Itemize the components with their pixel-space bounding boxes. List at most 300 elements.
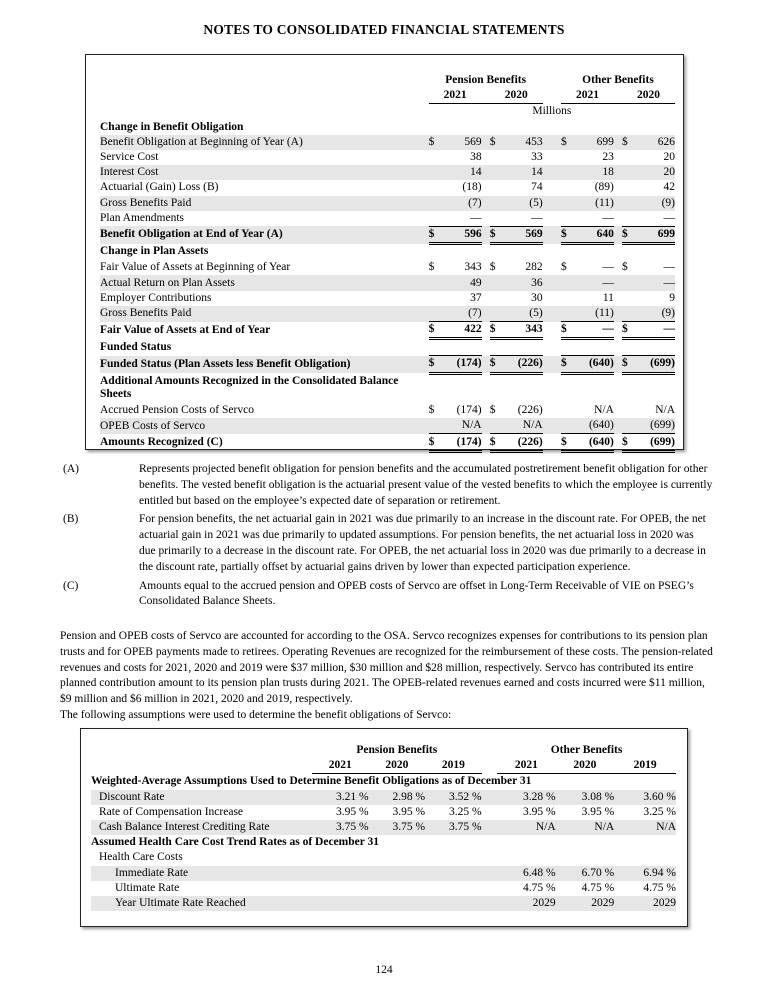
value-cell — [502, 373, 543, 403]
spacer — [614, 403, 622, 418]
row-label: Gross Benefits Paid — [100, 196, 419, 211]
value-cell: 3.25 % — [643, 805, 676, 818]
dollar-sign — [622, 403, 634, 418]
value-cell: 640 — [573, 226, 614, 243]
value-cell: 3.95 % — [392, 805, 426, 818]
spacer — [543, 135, 561, 150]
dollar-sign — [490, 275, 502, 290]
dollar-sign — [622, 339, 634, 356]
value-cell — [497, 850, 556, 865]
dollar-sign — [561, 373, 573, 403]
spacer — [482, 790, 497, 805]
spacer — [482, 418, 490, 434]
dollar-sign: $ — [428, 404, 435, 417]
dollar-sign — [429, 373, 441, 403]
dollar-sign — [622, 120, 634, 135]
dollar-sign — [429, 339, 441, 356]
value-cell — [312, 896, 369, 911]
dollar-sign — [490, 306, 502, 322]
dollar-sign — [561, 275, 573, 290]
table-row — [91, 774, 676, 790]
spacer — [419, 418, 429, 434]
dollar-sign — [429, 418, 441, 434]
value-cell — [556, 850, 615, 865]
spacer — [482, 196, 490, 211]
value-cell: 9 — [669, 291, 675, 304]
value-cell — [425, 850, 482, 865]
value-cell: N/A — [502, 418, 543, 434]
value-cell: N/A — [594, 404, 614, 417]
table-row — [100, 275, 675, 290]
value-cell: — — [634, 275, 675, 290]
spacer — [614, 339, 622, 356]
dollar-sign: $ — [490, 135, 502, 150]
spacer — [543, 211, 561, 227]
dollar-sign — [490, 373, 502, 403]
dollar-sign — [561, 196, 573, 211]
year-header: 2020 — [369, 758, 426, 774]
value-cell: 18 — [573, 165, 614, 180]
row-label: Discount Rate — [91, 790, 312, 805]
unit-label: Millions — [532, 105, 572, 118]
footnote-text: Represents projected benefit obligation for pension benefits and the accumulated postretirement benefit obligation for other benefits. The vested benefit obligation is the actuarial present value of the vested benefits to which the employee is currently entitled but based on the employee’s expected date of separation or retirement. — [139, 463, 713, 507]
table-row — [91, 896, 676, 911]
table-row — [100, 306, 675, 322]
spacer — [419, 403, 429, 418]
value-cell: 3.25 % — [449, 805, 482, 818]
dollar-sign: $ — [490, 434, 502, 451]
dollar-sign: $ — [490, 356, 502, 373]
dollar-sign — [622, 211, 634, 227]
other-benefits-header: Other Benefits — [582, 74, 654, 87]
table-row — [100, 434, 675, 451]
row-label: Year Ultimate Rate Reached — [91, 896, 312, 911]
spacer — [543, 196, 561, 211]
row-label: Gross Benefits Paid — [100, 306, 419, 322]
value-cell: 569 — [502, 226, 543, 243]
value-cell — [573, 373, 614, 403]
value-cell: 49 — [441, 275, 482, 290]
spacer — [543, 322, 561, 339]
value-cell: (174) — [441, 356, 482, 373]
pension-benefits-header: Pension Benefits — [445, 74, 527, 87]
spacer — [419, 434, 429, 451]
spacer — [419, 226, 429, 243]
row-label: Health Care Costs — [99, 851, 183, 864]
value-cell: 6.94 % — [614, 866, 676, 881]
value-cell: 2029 — [497, 896, 556, 911]
value-cell — [425, 881, 482, 896]
row-label: Cash Balance Interest Crediting Rate — [91, 820, 312, 835]
value-cell: 20 — [634, 165, 675, 180]
value-cell: N/A — [614, 820, 676, 835]
value-cell: — — [573, 322, 614, 339]
spacer — [419, 275, 429, 290]
value-cell: 4.75 % — [581, 881, 615, 894]
dollar-sign — [561, 244, 573, 261]
value-cell: 569 — [441, 135, 482, 150]
row-label: Service Cost — [100, 151, 159, 164]
spacer — [543, 260, 561, 275]
dollar-sign: $ — [490, 322, 502, 339]
year-header: 2021 — [429, 88, 482, 104]
spacer — [614, 306, 622, 322]
dollar-sign: $ — [622, 135, 634, 150]
dollar-sign: $ — [428, 261, 435, 274]
row-label: Funded Status — [100, 340, 172, 353]
spacer — [419, 150, 429, 165]
value-cell: 37 — [470, 291, 482, 304]
table-row — [100, 403, 675, 418]
dollar-sign: $ — [622, 434, 634, 451]
footnote-text: Amounts equal to the accrued pension and OPEB costs of Servco are offset in Long-Term Receivable of VIE on PSEG’s Consolidated Balance Sheets. — [139, 579, 694, 608]
value-cell: 3.75 % — [425, 820, 482, 835]
value-cell — [369, 850, 426, 865]
value-cell: — — [634, 322, 675, 339]
value-cell — [441, 339, 482, 356]
value-cell: (174) — [456, 404, 482, 417]
spacer — [614, 356, 622, 373]
value-cell: 3.95 % — [581, 805, 615, 818]
spacer — [482, 180, 490, 195]
lead-in-text: The following assumptions were used to determine the benefit obligations of Servco: — [60, 708, 452, 721]
row-label: Weighted-Average Assumptions Used to Determine Benefit Obligations as of December 31 — [91, 775, 532, 788]
spacer — [419, 180, 429, 195]
value-cell: (11) — [573, 196, 614, 211]
value-cell — [425, 866, 482, 881]
spacer — [614, 150, 622, 165]
value-cell: (699) — [634, 434, 675, 451]
dollar-sign: $ — [560, 261, 567, 274]
dollar-sign — [429, 244, 441, 261]
value-cell — [573, 120, 614, 135]
dollar-sign — [429, 165, 441, 180]
table-row — [100, 226, 675, 243]
benefit-obligation-table-box — [85, 54, 684, 450]
spacer — [482, 120, 490, 135]
spacer — [482, 165, 490, 180]
spacer — [482, 322, 490, 339]
dollar-sign — [622, 306, 634, 322]
dollar-sign: $ — [622, 322, 634, 339]
dollar-sign — [490, 150, 502, 165]
spacer — [543, 226, 561, 243]
spacer — [482, 306, 490, 322]
value-cell: 343 — [464, 261, 482, 274]
value-cell — [312, 881, 369, 896]
value-cell: — — [573, 275, 614, 290]
value-cell: — — [602, 261, 614, 274]
value-cell: — — [663, 261, 675, 274]
dollar-sign — [561, 180, 573, 195]
table-row — [100, 244, 675, 261]
spacer — [614, 322, 622, 339]
year-header: 2021 — [561, 88, 614, 104]
spacer — [543, 373, 561, 403]
footnote-label: (B) — [63, 513, 79, 526]
value-cell: (5) — [502, 306, 543, 322]
spacer — [614, 120, 622, 135]
spacer — [419, 165, 429, 180]
value-cell: 38 — [470, 151, 482, 164]
dollar-sign — [490, 211, 502, 227]
spacer — [482, 135, 490, 150]
value-cell: 20 — [663, 151, 675, 164]
row-label: Actuarial (Gain) Loss (B) — [100, 181, 219, 194]
dollar-sign: $ — [561, 226, 573, 243]
value-cell: 343 — [502, 322, 543, 339]
value-cell: — — [531, 211, 543, 224]
spacer — [614, 373, 622, 403]
year-header: 2021 — [312, 758, 369, 774]
year-header: 2021 — [497, 758, 556, 774]
spacer — [543, 244, 561, 261]
dollar-sign — [622, 196, 634, 211]
dollar-sign — [622, 373, 634, 403]
spacer — [482, 866, 497, 881]
spacer — [482, 850, 497, 865]
dollar-sign: $ — [561, 356, 573, 373]
table-row — [100, 135, 675, 150]
value-cell — [441, 120, 482, 135]
pension-benefits-header: Pension Benefits — [356, 744, 438, 757]
spacer — [419, 373, 429, 403]
spacer — [614, 180, 622, 195]
table-row — [100, 165, 675, 180]
spacer — [482, 211, 490, 227]
row-label: Fair Value of Assets at End of Year — [100, 323, 271, 336]
row-label: Rate of Compensation Increase — [99, 805, 244, 818]
dollar-sign — [561, 339, 573, 356]
dollar-sign — [561, 120, 573, 135]
year-header: 2020 — [490, 88, 543, 104]
value-cell: (640) — [573, 356, 614, 373]
dollar-sign — [561, 150, 573, 165]
dollar-sign: $ — [490, 226, 502, 243]
dollar-sign: $ — [489, 404, 496, 417]
table-row — [91, 850, 676, 865]
dollar-sign — [622, 275, 634, 290]
row-label: OPEB Costs of Servco — [100, 418, 419, 434]
year-header: 2019 — [425, 758, 482, 774]
value-cell: N/A — [556, 820, 615, 835]
table-row — [100, 322, 675, 339]
dollar-sign — [429, 120, 441, 135]
footnote — [63, 579, 713, 611]
value-cell: — — [602, 211, 614, 224]
page-number: 124 — [375, 964, 393, 976]
row-label: Fair Value of Assets at Beginning of Year — [100, 261, 291, 274]
spacer — [543, 434, 561, 451]
dollar-sign: $ — [561, 434, 573, 451]
value-cell: (699) — [634, 356, 675, 373]
table-row — [100, 291, 675, 306]
value-cell: (18) — [462, 181, 482, 194]
dollar-sign: $ — [561, 135, 573, 150]
value-cell — [502, 120, 543, 135]
value-cell — [369, 881, 426, 896]
spacer — [614, 434, 622, 451]
spacer — [482, 291, 490, 306]
value-cell: — — [470, 211, 482, 224]
row-label: Employer Contributions — [100, 291, 212, 304]
spacer — [543, 403, 561, 418]
value-cell: — — [663, 211, 675, 224]
dollar-sign — [490, 339, 502, 356]
dollar-sign: $ — [622, 261, 628, 274]
value-cell: N/A — [441, 418, 482, 434]
row-label: Funded Status (Plan Assets less Benefit Obligation) — [100, 356, 419, 373]
value-cell — [614, 850, 676, 865]
spacer — [482, 356, 490, 373]
spacer — [614, 244, 622, 261]
value-cell: 2.98 % — [369, 790, 426, 805]
spacer — [614, 196, 622, 211]
dollar-sign: $ — [561, 322, 573, 339]
value-cell: 74 — [531, 181, 543, 194]
table-row — [100, 211, 675, 227]
spacer — [543, 291, 561, 306]
other-benefits-header: Other Benefits — [550, 744, 623, 757]
row-label: Ultimate Rate — [115, 881, 180, 894]
body-text: Pension and OPEB costs of Servco are accounted for according to the OSA. Servco recognizes expenses for contributions to its pension plan trusts and for OPEB payments made to retirees. Operating Revenues are recognized for the reimbursement of these costs. The pension-related revenues and costs for 2021, 2020 and 2019 were $37 million, $30 million and $28 million, respectively. Servco has contributed its entire planned contribution amount to its pension plan trusts during 2021. The OPEB-related revenues earned and costs incurred were $11 million, $9 million and $6 million in 2021, 2020 and 2019, respectively. — [60, 630, 713, 706]
footnote — [63, 512, 713, 575]
year-header: 2019 — [614, 758, 676, 774]
table-row — [91, 790, 676, 805]
spacer — [419, 306, 429, 322]
dollar-sign — [561, 165, 573, 180]
spacer — [419, 244, 429, 261]
spacer — [482, 150, 490, 165]
row-label: Plan Amendments — [100, 212, 185, 225]
dollar-sign — [429, 291, 441, 306]
table-row — [100, 180, 675, 195]
dollar-sign — [561, 306, 573, 322]
value-cell: 282 — [525, 261, 543, 274]
value-cell: 4.75 % — [643, 881, 676, 894]
value-cell: 3.95 % — [335, 805, 369, 818]
dollar-sign — [622, 244, 634, 261]
value-cell: 36 — [502, 275, 543, 290]
spacer — [614, 135, 622, 150]
table-row — [100, 356, 675, 373]
dollar-sign — [490, 418, 502, 434]
value-cell — [312, 866, 369, 881]
row-label: Benefit Obligation at End of Year (A) — [100, 226, 419, 243]
spacer — [614, 165, 622, 180]
spacer — [482, 820, 497, 835]
spacer — [482, 244, 490, 261]
dollar-sign: $ — [429, 226, 441, 243]
value-cell: 3.60 % — [614, 790, 676, 805]
value-cell: 2029 — [614, 896, 676, 911]
value-cell: (11) — [573, 306, 614, 322]
table-row — [100, 373, 675, 403]
value-cell: 3.75 % — [312, 820, 369, 835]
spacer — [614, 275, 622, 290]
value-cell: 3.08 % — [556, 790, 615, 805]
year-header: 2020 — [556, 758, 615, 774]
spacer — [419, 135, 429, 150]
dollar-sign — [490, 244, 502, 261]
dollar-sign — [429, 211, 441, 227]
value-cell: (226) — [502, 356, 543, 373]
spacer — [419, 120, 429, 135]
spacer — [482, 339, 490, 356]
value-cell — [312, 850, 369, 865]
value-cell: 14 — [502, 165, 543, 180]
footnote-label: (C) — [63, 579, 79, 592]
spacer — [419, 356, 429, 373]
row-label: Actual Return on Plan Assets — [100, 275, 419, 290]
spacer — [543, 165, 561, 180]
spacer — [614, 226, 622, 243]
value-cell: (89) — [594, 181, 614, 194]
value-cell — [441, 373, 482, 403]
row-label: Change in Benefit Obligation — [100, 120, 244, 133]
row-label: Additional Amounts Recognized in the Consolidated Balance Sheets — [100, 375, 399, 401]
dollar-sign — [622, 418, 634, 434]
value-cell: 3.28 % — [497, 790, 556, 805]
spacer — [614, 291, 622, 306]
table-row — [100, 120, 675, 135]
spacer — [482, 275, 490, 290]
value-cell — [573, 244, 614, 261]
dollar-sign — [561, 403, 573, 418]
value-cell: (7) — [441, 306, 482, 322]
footnote — [63, 462, 713, 509]
spacer — [614, 260, 622, 275]
value-cell: 3.75 % — [369, 820, 426, 835]
spacer — [543, 339, 561, 356]
assumptions-table — [91, 743, 676, 911]
dollar-sign: $ — [429, 434, 441, 451]
value-cell: 699 — [573, 135, 614, 150]
dollar-sign: $ — [622, 226, 634, 243]
dollar-sign — [561, 291, 573, 306]
row-label: Change in Plan Assets — [100, 245, 209, 258]
spacer — [543, 275, 561, 290]
spacer — [482, 881, 497, 896]
row-label: Interest Cost — [100, 165, 419, 180]
dollar-sign — [490, 291, 502, 306]
spacer — [614, 211, 622, 227]
dollar-sign — [429, 275, 441, 290]
dollar-sign: $ — [429, 356, 441, 373]
value-cell: (226) — [517, 404, 543, 417]
dollar-sign — [622, 180, 634, 195]
value-cell: 453 — [502, 135, 543, 150]
value-cell: 596 — [441, 226, 482, 243]
dollar-sign — [561, 418, 573, 434]
spacer — [482, 403, 490, 418]
value-cell: (640) — [573, 434, 614, 451]
value-cell: 3.21 % — [312, 790, 369, 805]
dollar-sign — [622, 291, 634, 306]
value-cell: (9) — [634, 306, 675, 322]
table-row — [100, 339, 675, 356]
spacer — [543, 150, 561, 165]
value-cell: (699) — [634, 418, 675, 434]
value-cell: 422 — [441, 322, 482, 339]
spacer — [482, 805, 497, 820]
value-cell — [369, 896, 426, 911]
value-cell: (640) — [573, 418, 614, 434]
value-cell: 23 — [602, 151, 614, 164]
spacer — [543, 418, 561, 434]
value-cell: 3.52 % — [425, 790, 482, 805]
dollar-sign: $ — [429, 135, 441, 150]
